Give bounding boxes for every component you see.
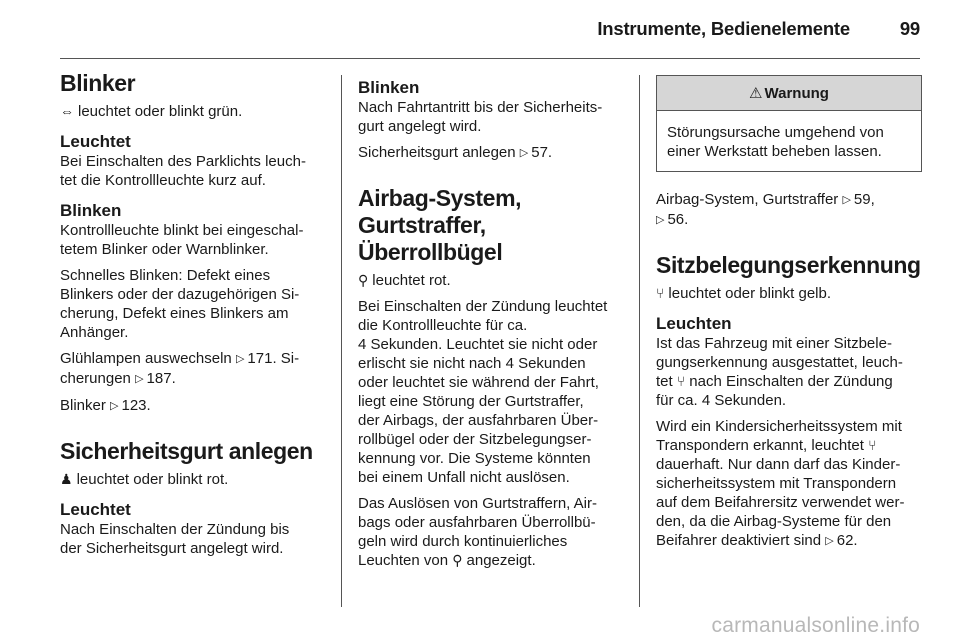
gluehlampen-text-end: 187. — [146, 370, 176, 387]
kinder-text-pre: Wird ein Kindersicherheitssystem mit Transpondern erkannt, leuchtet — [656, 418, 902, 454]
page-number: 99 — [899, 18, 920, 39]
airbag-status-text: leuchtet rot. — [372, 272, 451, 289]
page-header — [60, 18, 920, 46]
warning-box — [656, 75, 922, 172]
leuchtet-2-paragraph: Nach Einschalten der Zündung bis der Sicherheitsgurt angelegt wird. — [60, 521, 290, 557]
section-heading-airbag: Airbag-System, Gurtstraffer, Überrollbügel — [358, 185, 522, 265]
blinker-status-text: leuchtet oder blinkt grün. — [78, 103, 243, 120]
leuchtet-paragraph: Bei Einschalten des Parklichts leuch- tet die Kontrollleuchte kurz auf. — [60, 153, 306, 189]
blinker-ref-paragraph — [60, 396, 326, 416]
subheading-leuchten: Leuchten — [656, 314, 732, 333]
zuendung-paragraph: Bei Einschalten der Zündung leuchtet die Kontrollleuchte für ca. 4 Sekunden. Leuchtet sie nicht oder erlischt sie nicht nach 4 Sekunden oder leuchtet sie während der Fahrt, liegt eine Störung der Gurtstraffer, der Airbags, der ausfahrbaren Über- rollbügel oder der Sitzbelegungser- kennung vor. Die Systeme könnten bei einem Unfall nicht auslösen. — [358, 298, 608, 486]
page-ref-arrow-icon: ▷ — [825, 535, 834, 547]
gurtstraffer-ref-end: 56. — [667, 211, 689, 228]
kinder-text-post: dauerhaft. Nur dann darf das Kinder- sicherheitssystem mit Transpondern auf dem Beifahrersitz verwendet wer- den, da die Airbag-Systeme für den Beifahrer deaktiviert sind — [656, 456, 905, 549]
anlegen-ref-page: 57. — [531, 144, 553, 161]
seatbelt-person-icon: ♟ — [60, 471, 73, 487]
airbag-status-line — [358, 271, 624, 290]
blinker-ref-page: 123. — [121, 397, 151, 414]
subheading-leuchtet-2: Leuchtet — [60, 500, 131, 519]
warning-text: Störungsursache umgehend von einer Werkstatt beheben lassen. — [667, 124, 884, 160]
page-ref-arrow-icon: ▷ — [135, 373, 144, 385]
page-title: Instrumente, Bedienelemente — [597, 18, 850, 39]
page-ref-arrow-icon: ▷ — [519, 147, 529, 159]
ausloesen-end-post: angezeigt. — [466, 552, 536, 569]
warning-title: Warnung — [764, 84, 829, 102]
gluehlampen-paragraph — [60, 349, 326, 389]
section-heading-sitzbelegung: Sitzbelegungserkennung — [656, 252, 921, 278]
leuchten-paragraph — [656, 334, 922, 410]
sicherheitsgurt-status-line — [60, 470, 326, 489]
schnelles-blinken-paragraph: Schnelles Blinken: Defekt eines Blinkers oder der dazugehörigen Si- cherung, Defekt eines Blinkers am Anhänger. — [60, 267, 300, 341]
column-3 — [656, 70, 922, 558]
column-divider-1 — [341, 75, 342, 607]
column-divider-2 — [639, 75, 640, 607]
seat-occupancy-icon: ⑂ — [676, 373, 686, 389]
page-ref-arrow-icon: ▷ — [110, 400, 119, 412]
subheading-leuchtet: Leuchtet — [60, 132, 131, 151]
warning-header — [657, 76, 921, 111]
gluehlampen-text-mid: 171. Si- cherungen — [60, 350, 300, 387]
ausloesen-end-pre: Leuchten von — [358, 552, 449, 569]
sitz-status-line — [656, 284, 922, 303]
page-ref-arrow-icon: ▷ — [842, 194, 851, 206]
warning-triangle-icon: ⚠ — [749, 85, 763, 102]
subheading-blinken-2: Blinken — [358, 78, 420, 97]
ausloesen-paragraph — [358, 494, 624, 570]
gurtstraffer-ref-text: Airbag-System, Gurtstraffer — [656, 191, 839, 208]
sicherheitsgurt-status-text: leuchtet oder blinkt rot. — [76, 471, 229, 488]
airbag-person-icon: ⚲ — [358, 272, 369, 288]
leuchten-text-post: nach Einschalten der Zündung für ca. 4 Sekunden. — [656, 373, 893, 409]
anlegen-ref-paragraph — [358, 143, 624, 163]
seat-occupancy-icon: ⑂ — [656, 285, 665, 301]
page-ref-arrow-icon: ▷ — [235, 353, 245, 365]
sitz-status-text: leuchtet oder blinkt gelb. — [668, 285, 832, 302]
gurtstraffer-ref-paragraph — [656, 190, 922, 230]
kinder-paragraph — [656, 417, 922, 551]
blinken-2-paragraph: Nach Fahrtantritt bis der Sicherheits- gurt angelegt wird. — [358, 99, 603, 135]
column-2 — [358, 70, 624, 577]
column-1 — [60, 70, 326, 565]
airbag-person-icon: ⚲ — [452, 552, 463, 568]
header-rule — [60, 58, 920, 59]
watermark-text: carmanualsonline.info — [711, 614, 920, 637]
anlegen-ref-text: Sicherheitsgurt anlegen — [358, 144, 516, 161]
section-heading-blinker: Blinker — [60, 70, 136, 96]
seat-occupancy-icon: ⑂ — [868, 437, 877, 453]
leuchten-text-pre: Ist das Fahrzeug mit einer Sitzbele- gungserkennung ausgestattet, leuch- tet — [656, 335, 903, 390]
gluehlampen-text-pre: Glühlampen auswechseln — [60, 350, 232, 367]
kinder-ref-page: 62. — [836, 532, 858, 549]
blinker-status-line — [60, 102, 326, 121]
turn-signal-arrows-icon: ⇔ — [60, 103, 74, 119]
gurtstraffer-ref-mid: 59, — [853, 191, 875, 208]
subheading-blinken: Blinken — [60, 201, 122, 220]
ausloesen-text: Das Auslösen von Gurtstraffern, Air- bags oder ausfahrbaren Überrollbü- geln wird durch kontinuierliches — [358, 495, 597, 550]
section-heading-sicherheitsgurt: Sicherheitsgurt anlegen — [60, 438, 313, 464]
blinker-ref-text: Blinker — [60, 397, 106, 414]
page-ref-arrow-icon: ▷ — [656, 214, 665, 226]
blinken-paragraph: Kontrollleuchte blinkt bei eingeschal- tetem Blinker oder Warnblinker. — [60, 222, 304, 258]
